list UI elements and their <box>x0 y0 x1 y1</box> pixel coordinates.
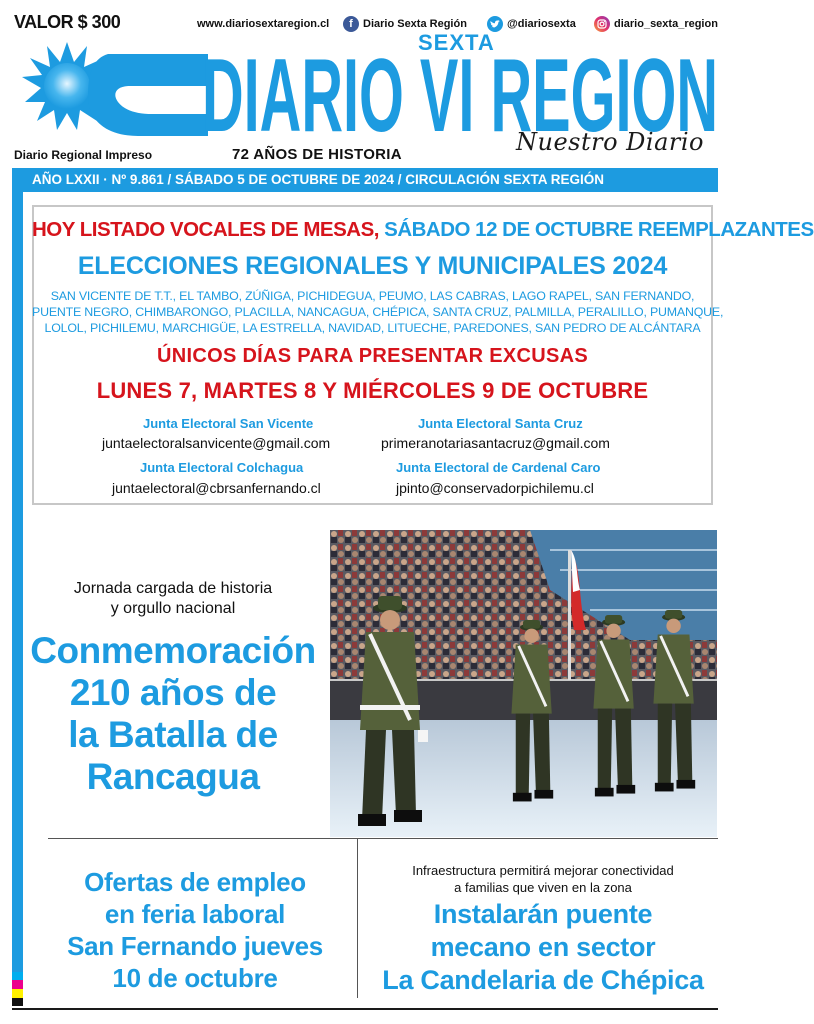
ofertas-line-2: en feria laboral <box>104 899 286 929</box>
facebook-icon: f <box>343 16 359 32</box>
junta-cardenal-caro-name: Junta Electoral de Cardenal Caro <box>396 460 601 475</box>
junta-colchagua-email[interactable]: juntaelectoral@cbrsanfernando.cl <box>112 480 321 496</box>
bottom-rule <box>12 1008 718 1010</box>
headline-blue-part: SÁBADO 12 DE OCTUBRE REEMPLAZANTES <box>378 218 814 241</box>
puente-line-3: La Candelaria de Chépica <box>382 965 704 995</box>
edition-info: AÑO LXXII · Nº 9.861 / SÁBADO 5 DE OCTUBRE DE 2024 / CIRCULACIÓN SEXTA REGIÓN <box>32 172 605 187</box>
masthead-title <box>200 38 720 154</box>
masthead-text: DIARIO VI REGION <box>202 38 718 154</box>
comunas-line-2: PUENTE NEGRO, CHIMBARONGO, PLACILLA, NANCAGUA, CHÉPICA, SANTA CRUZ, PALMILLA, PERALILLO, PUMANQUE, <box>32 305 724 319</box>
sun-logo <box>12 36 212 146</box>
section-divider-vertical <box>357 838 358 998</box>
tagline: Nuestro Diario <box>516 128 704 156</box>
price-label: VALOR $ 300 <box>14 12 121 32</box>
junta-santa-cruz-email[interactable]: primeranotariasantacruz@gmail.com <box>381 435 610 451</box>
subtitle-impreso: Diario Regional Impreso <box>14 148 153 162</box>
ofertas-line-3: San Fernando jueves <box>67 931 323 961</box>
subtitle-historia: 72 AÑOS DE HISTORIA <box>232 146 402 163</box>
cmyk-registration-marks <box>12 972 23 1006</box>
junta-cardenal-caro-email[interactable]: jpinto@conservadorpichilemu.cl <box>396 480 594 496</box>
comunas-line-1: SAN VICENTE DE T.T., EL TAMBO, ZÚÑIGA, PICHIDEGUA, PEUMO, LAS CABRAS, LAGO RAPEL, SAN FERNANDO, <box>50 289 695 303</box>
main-story-kicker <box>30 579 316 619</box>
election-title: ELECCIONES REGIONALES Y MUNICIPALES 2024 <box>77 252 668 280</box>
facebook-handle: Diario Sexta Región <box>363 18 467 30</box>
election-headline <box>32 218 814 242</box>
story-puente-kicker <box>368 862 718 896</box>
instagram-handle: diario_sexta_region <box>614 18 718 30</box>
excuse-dates: LUNES 7, MARTES 8 Y MIÉRCOLES 9 DE OCTUBRE <box>96 378 649 403</box>
headline-line-2: 210 años de <box>69 672 277 713</box>
junta-colchagua-name: Junta Electoral Colchagua <box>140 460 304 475</box>
kicker-line-2: y orgullo nacional <box>110 600 236 617</box>
puente-line-2: mecano en sector <box>430 932 656 962</box>
junta-santa-cruz-name: Junta Electoral Santa Cruz <box>418 416 583 431</box>
headline-line-1: Conmemoración <box>30 630 316 671</box>
infra-line-2: a familias que viven en la zona <box>454 880 632 895</box>
junta-san-vicente-name: Junta Electoral San Vicente <box>143 416 314 431</box>
instagram-link[interactable] <box>594 14 718 34</box>
excuse-notice: ÚNICOS DÍAS PARA PRESENTAR EXCUSAS <box>157 345 588 367</box>
left-accent-bar <box>12 192 23 972</box>
masthead-sexta: SEXTA <box>418 30 495 55</box>
twitter-link[interactable] <box>487 14 576 34</box>
website-link[interactable]: www.diariosextaregion.cl <box>197 18 330 30</box>
main-story-headline[interactable] <box>26 630 320 798</box>
section-divider-horizontal <box>48 838 718 839</box>
twitter-handle: @diariosexta <box>507 18 576 30</box>
story-ofertas-headline[interactable] <box>40 866 350 994</box>
infra-line-1: Infraestructura permitirá mejorar conectividad <box>412 863 674 878</box>
instagram-icon <box>594 16 610 32</box>
kicker-line-1: Jornada cargada de historia <box>73 580 273 597</box>
story-puente-headline[interactable] <box>368 898 718 997</box>
comunas-line-3: LOLOL, PICHILEMU, MARCHIGÜE, LA ESTRELLA, NAVIDAD, LITUECHE, PAREDONES, SAN PEDRO DE ALCÁNTARA <box>44 321 701 335</box>
headline-line-3: la Batalla de <box>68 714 278 755</box>
junta-san-vicente-email[interactable]: juntaelectoralsanvicente@gmail.com <box>102 435 331 451</box>
headline-line-4: Rancagua <box>86 756 260 797</box>
headline-red-part: HOY LISTADO VOCALES DE MESAS, <box>32 218 379 241</box>
puente-line-1: Instalarán puente <box>433 899 653 929</box>
parade-photo[interactable] <box>330 530 717 837</box>
ofertas-line-4: 10 de octubre <box>112 963 278 993</box>
ofertas-line-1: Ofertas de empleo <box>84 867 306 897</box>
